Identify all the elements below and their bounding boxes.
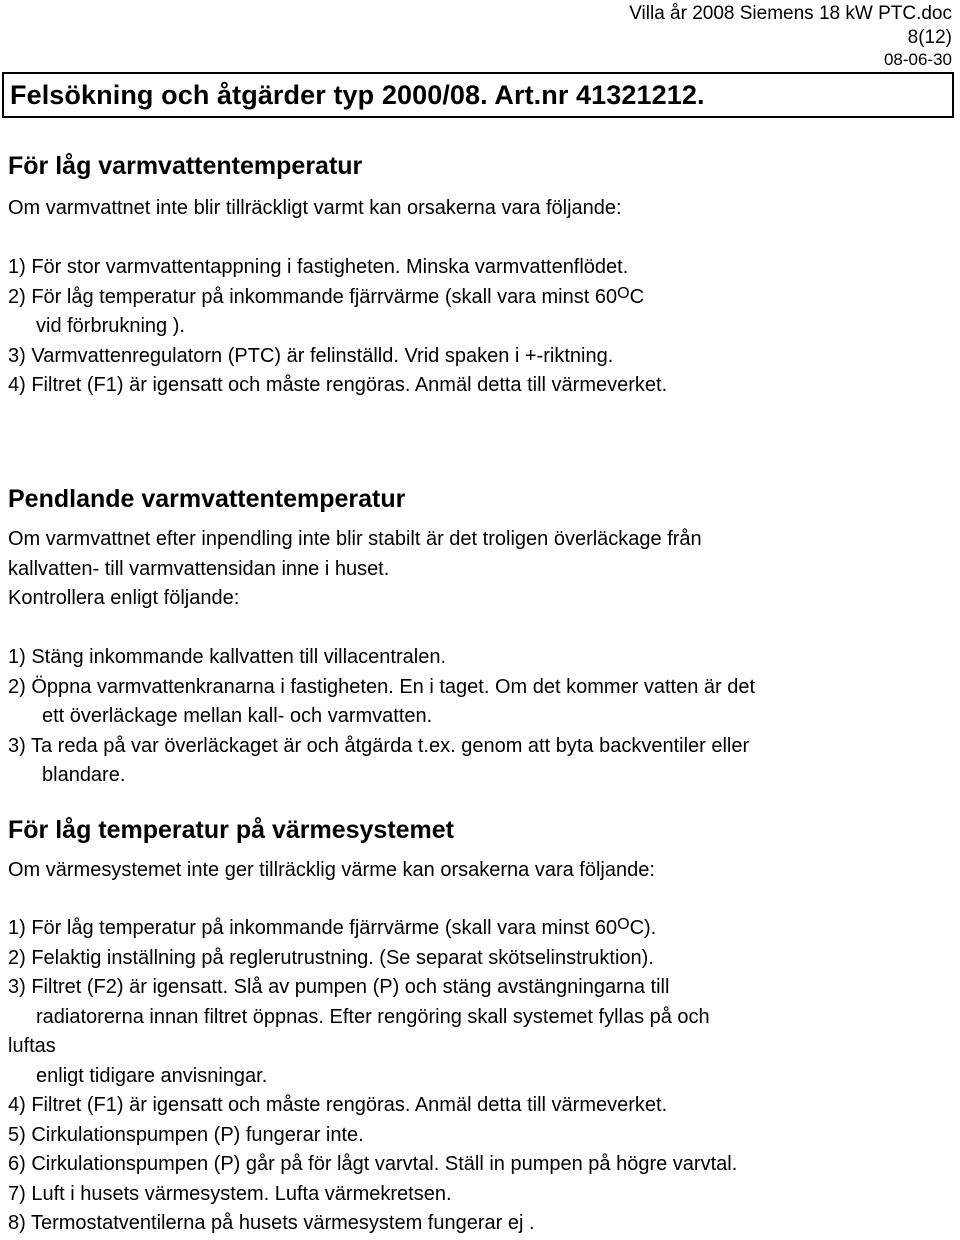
list-item: 4) Filtret (F1) är igensatt och måste rengöras. Anmäl detta till värmeverket. <box>8 374 668 396</box>
document-filename: Villa år 2008 Siemens 18 kW PTC.doc <box>629 3 952 24</box>
list-item: 1) För stor varmvattentappning i fastigheten. Minska varmvattenflödet. <box>8 256 629 278</box>
section-oscillating-temp <box>8 485 405 514</box>
list-item: 3) Varmvattenregulatorn (PTC) är felinställd. Vrid spaken i +-riktning. <box>8 344 614 367</box>
title-box <box>2 72 954 118</box>
list-item: 4) Filtret (F1) är igensatt och måste rengöras. Anmäl detta till värmeverket. <box>8 1094 668 1116</box>
page-header <box>629 2 952 70</box>
list-item-continuation: vid förbrukning ). <box>36 315 185 337</box>
list-low-hot-water <box>8 253 667 401</box>
list-item: 7) Luft i husets värmesystem. Lufta värmekretsen. <box>8 1182 452 1205</box>
list-item: 8) Termostatventilerna på husets värmesystem fungerar ej . <box>8 1212 535 1234</box>
list-item-continuation: luftas <box>8 1035 56 1057</box>
section-intro: Om varmvattnet inte blir tillräckligt varmt kan orsakerna vara följande: <box>8 197 622 219</box>
section-intro: Om varmvattnet efter inpendling inte blir stabilt är det troligen överläckage från kallvatten- till varmvattensidan inne i huset. Kontrollera enligt följande: <box>8 528 702 609</box>
section-heading: För låg varmvattentemperatur <box>8 152 363 180</box>
section-heading: Pendlande varmvattentemperatur <box>8 485 406 513</box>
document-title: Felsökning och åtgärder typ 2000/08. Art.nr 41321212. <box>10 80 705 110</box>
list-oscillating-temp <box>8 643 755 791</box>
list-low-heating <box>8 914 737 1239</box>
section-intro: Om värmesystemet inte ger tillräcklig värme kan orsakerna vara följande: <box>8 859 655 881</box>
list-item-continuation: blandare. <box>42 764 126 786</box>
section-heading: För låg temperatur på värmesystemet <box>8 816 455 844</box>
list-item: 2) För låg temperatur på inkommande fjärrvärme (skall vara minst $60^OC$ <box>8 284 645 308</box>
list-item: 3) Filtret (F2) är igensatt. Slå av pumpen (P) och stäng avstängningarna till <box>8 976 670 998</box>
list-item: 1) Stäng inkommande kallvatten till villacentralen. <box>8 646 446 668</box>
list-item: 1) För låg temperatur på inkommande fjärrvärme (skall vara minst $60^OC$). <box>8 916 657 939</box>
list-item: 6) Cirkulationspumpen (P) går på för lågt varvtal. Ställ in pumpen på högre varvtal. <box>8 1153 738 1175</box>
list-item-continuation: radiatorerna innan filtret öppnas. Efter rengöring skall systemet fyllas på och <box>36 1005 710 1028</box>
list-item: 5) Cirkulationspumpen (P) fungerar inte. <box>8 1123 364 1146</box>
document-date: 08-06-30 <box>883 50 952 69</box>
section-low-hot-water-temp <box>8 152 362 181</box>
list-item: 2) Felaktig inställning på reglerutrustning. (Se separat skötselinstruktion). <box>8 946 654 969</box>
list-item: 2) Öppna varmvattenkranarna i fastigheten. En i taget. Om det kommer vatten är det <box>8 675 756 698</box>
list-item: 3) Ta reda på var överläckaget är och åtgärda t.ex. genom att byta backventiler eller <box>8 734 750 757</box>
list-item-continuation: ett överläckage mellan kall- och varmvatten. <box>42 705 433 727</box>
section-low-heating-temp <box>8 816 454 845</box>
page-number: 8(12) <box>907 27 952 48</box>
list-item-continuation: enligt tidigare anvisningar. <box>36 1064 268 1087</box>
